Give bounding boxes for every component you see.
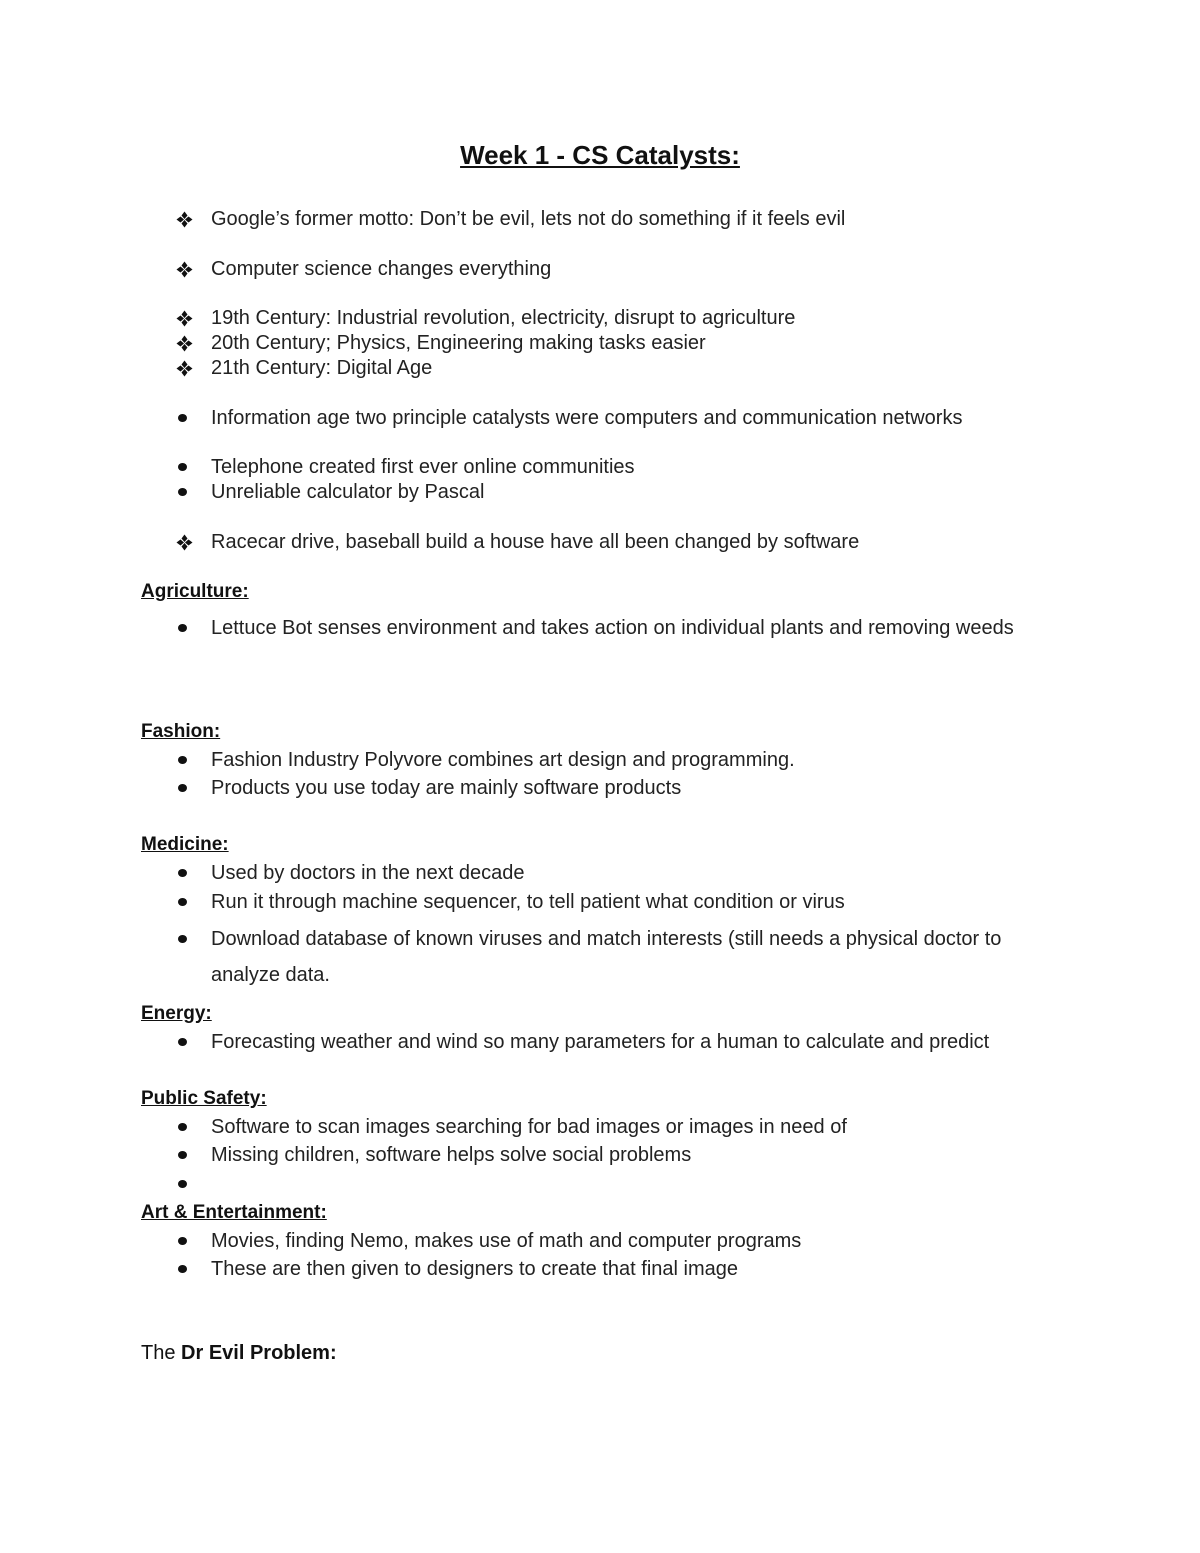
- section-heading-art: Art & Entertainment:: [141, 1202, 327, 1223]
- list-item-text: Software to scan images searching for bad images or images in need of: [211, 1116, 847, 1138]
- bullet-dot-icon: [178, 1237, 187, 1245]
- section-heading-medicine: Medicine:: [141, 834, 229, 855]
- list-item-text: Movies, finding Nemo, makes use of math and computer programs: [211, 1230, 802, 1252]
- diamond-icon: [176, 310, 193, 327]
- bullet-dot-icon: [178, 756, 187, 764]
- page-title: Week 1 - CS Catalysts:: [460, 140, 740, 170]
- list-item-text: 20th Century; Physics, Engineering making tasks easier: [211, 332, 706, 354]
- list-item-text: Download database of known viruses and match interests (still needs a physical doctor to analyze data.: [211, 928, 1002, 986]
- list-item-text: These are then given to designers to create that final image: [211, 1258, 738, 1280]
- diamond-icon: [176, 534, 193, 551]
- bullet-dot-icon: [178, 1038, 187, 1046]
- list-item-text: Forecasting weather and wind so many parameters for a human to calculate and predict: [211, 1031, 990, 1053]
- closing-bold: Dr Evil Problem:: [181, 1342, 337, 1364]
- list-item-text: Missing children, software helps solve social problems: [211, 1144, 692, 1166]
- list-item-text: Computer science changes everything: [211, 258, 552, 280]
- section-heading-agriculture: Agriculture:: [141, 581, 249, 602]
- list-item-text: Used by doctors in the next decade: [211, 862, 525, 884]
- list-item-text: Run it through machine sequencer, to tell patient what condition or virus: [211, 891, 845, 913]
- closing-prefix: The: [141, 1342, 182, 1364]
- bullet-dot-icon: [178, 784, 187, 792]
- bullet-dot-icon: [178, 1180, 187, 1188]
- bullet-dot-icon: [178, 624, 187, 632]
- list-item-text: Information age two principle catalysts were computers and communication networks: [211, 407, 963, 429]
- closing-line: [141, 1342, 337, 1365]
- list-item-text: Lettuce Bot senses environment and takes action on individual plants and removing weeds: [211, 617, 1014, 639]
- bullet-dot-icon: [178, 414, 187, 422]
- bullet-dot-icon: [178, 488, 187, 496]
- list-item-text: Telephone created first ever online communities: [211, 456, 635, 478]
- bullet-dot-icon: [178, 1265, 187, 1273]
- bullet-dot-icon: [178, 935, 187, 943]
- diamond-icon: [176, 360, 193, 377]
- diamond-icon: [176, 335, 193, 352]
- list-item-text: Products you use today are mainly software products: [211, 777, 682, 799]
- list-item-text: Unreliable calculator by Pascal: [211, 481, 485, 503]
- list-item-text: 19th Century: Industrial revolution, electricity, disrupt to agriculture: [211, 307, 796, 329]
- diamond-icon: [176, 211, 193, 228]
- list-item-text: 21th Century: Digital Age: [211, 357, 433, 379]
- bullet-dot-icon: [178, 1151, 187, 1159]
- section-heading-fashion: Fashion:: [141, 721, 221, 742]
- bullet-dot-icon: [178, 1123, 187, 1131]
- list-item-text: Racecar drive, baseball build a house have all been changed by software: [211, 531, 860, 553]
- bullet-dot-icon: [178, 898, 187, 906]
- bullet-dot-icon: [178, 463, 187, 471]
- list-item-text: Google’s former motto: Don’t be evil, lets not do something if it feels evil: [211, 208, 846, 230]
- section-heading-energy: Energy:: [141, 1003, 212, 1024]
- list-item-text: Fashion Industry Polyvore combines art design and programming.: [211, 749, 795, 771]
- bullet-dot-icon: [178, 869, 187, 877]
- diamond-icon: [176, 261, 193, 278]
- section-heading-public-safety: Public Safety:: [141, 1088, 267, 1109]
